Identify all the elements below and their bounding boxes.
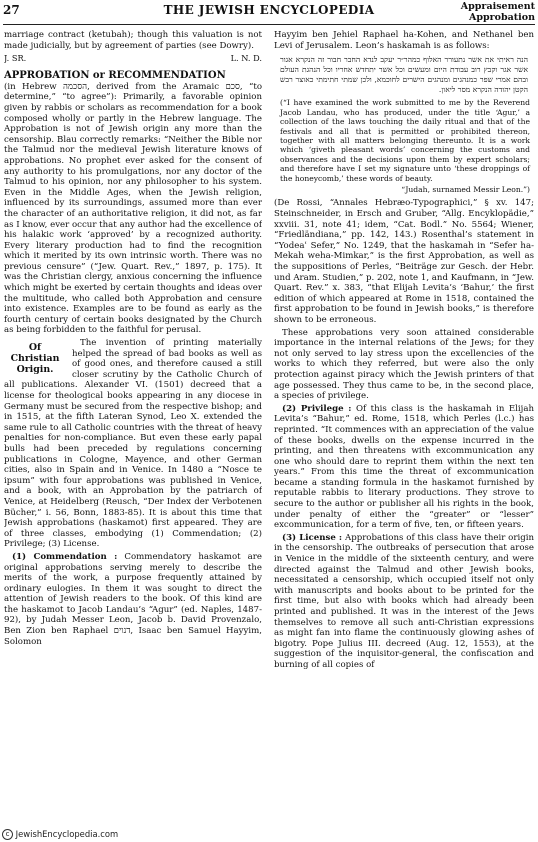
left-column (4, 30, 262, 830)
signature-left: J. SR. (4, 53, 27, 64)
footer (2, 829, 118, 840)
quote-signature: “Judah, surnamed Messir Leon.”) (401, 185, 530, 195)
previous-article-end: marriage contract (ketubah); though this valuation is not made judicially, but by agreement of parties (see Dowry). (4, 30, 262, 51)
privilege-text: Of this class is the haskamah in Elijah Levita’s “Bahur,” ed. Rome, 1518, which Perles (l.c.) has reprinted. “It commences with an appreciation of the value of these books, dwells on the expense incurred in the printing, and then threatens with excommunication any one who should dare to reprint them within the next ten years.” From this time the threat of excommunication became a standing formula in the haskamot furnished by reputable rabbis to literary productions. They strove to secure to the author or publisher all his rights in the book, under penalty of either the “greater” or “lesser” excommunication, for a term of five, ten, or fifteen years. (274, 403, 534, 531)
page-number: 27 (3, 3, 20, 17)
hebrew-haskamah: הנה ראיתי את אשר נתעורר האלוף כמהר״ר יעקב לנדא החבר חבור זה הנקרא אגור אשר אגר וקבץ רוב עבודת היום ומעשים וכל אשר יתחדש אחריו וכל הנהגת העולם ובהם אמרי שפר כמנהגים ומנהגים הישרים לחוכמא, ולכן שמתי חתימתי כאוצר רבש הקטן יהודה הנקרא מסר ליאון. (280, 55, 528, 94)
side-heading: Of Christian Origin. (10, 342, 60, 376)
license-label: (3) License : (282, 532, 343, 543)
article-title: APPROBATION or RECOMMENDATION (4, 69, 226, 81)
page-header (3, 2, 535, 25)
commendation-text: Commendatory haskamot are original approbations serving merely to describe the merits of the work, a purpose frequently attained by ordinary eulogies. In them it was sought to direct the attention of Jewish readers to the book. Of this kind are the haskamot to Jacob Landau’s “Agur” (ed. Naples, 1487-92), by Judah Messer Leon, Jacob b. David Provenzalo, Ben Zion ben Raphael דנוים, Isaac ben Samuel Hayyim, Solomon (4, 551, 262, 647)
commendation-label: (1) Commendation : (12, 551, 118, 562)
privilege-paragraph (274, 404, 534, 531)
references-paragraph: (De Rossi, “Annales Hebræo-Typographici,” § xv. 147; Steinschneider, in Ersch and Gruber, “Allg. Encyklopädie,” xxviii. 31, note 41; idem, “Cat. Bodl.” No. 5564; Wiener, “Friedländiana,” pp. 142, 143.) Rosenthal’s statement in “Yodeaʿ Sefer,” No. 1249, that the haskamah in “Sefer ha-Mekah weha-Mimkar,” is the first Approbation, as well as the suppositions of Perles, “Beiträge zur Gesch. der Hebr. und Aram. Studien,” p. 202, note 1, and Kaufmann, in “Jew. Quart. Rev.” x. 383, “that Elijah Levita’s ‘Bahur,’ the first edition of which appeared at Rome in 1518, contained the first approbation to be found in Jewish books,” is therefore shown to be erroneous. (274, 198, 534, 325)
catchwords (461, 2, 535, 23)
license-paragraph (274, 533, 534, 671)
privilege-label: (2) Privilege : (282, 403, 352, 414)
copyright-icon: c (2, 829, 13, 840)
article-paragraph-1: (in Hebrew הסכמה, derived from the Aramaic סכם, “to determine,” “to agree”): Primarily, a favorable opinion given by rabbis or scholars as recommendation for a book composed wholly or partly in the Hebrew language. The Approbation is not of Jewish origin any more than the censorship. Blau correctly remarks: “Neither the Bible nor the Talmud nor the medieval Jewish literature knows of approbations. No prophet ever asked for the consent of any authority to his promulgations, nor any doctor of the Talmud to his opinion, nor any philosopher to his system. Even in the Middle Ages, when the Jewish religion, influenced by its surroundings, assumed more than ever the character of an authoritative religion, it did not, as far as I know, ever occur that any author had the excellence of his halakic work ‘approved’ by a recognized authority. Every literary production had to find the recognition which it merited by its own intrinsic worth. There was no previous censure” (“Jew. Quart. Rev.,” 1897, p. 175). It was the Christian clergy, anxious concerning the influence which might be exerted by certain thoughts and ideas over the multitude, who called both Approbation and censure into existence. Examples are to be found as early as the fourth century of certain books designated by the Church as being forbidden to the faithful for perusal. (4, 81, 262, 336)
article-paragraph-3 (4, 552, 262, 647)
license-text: Approbations of this class have their origin in the censorship. The outbreaks of persecution that arose in Venice in the middle of the sixteenth century, and were directed against the Talmud and other Jewish books, necessitated a censorship, which occupied itself not only with manuscripts and books about to be printed for the first time, but also with books which had already been printed and published. It was in the interest of the Jews themselves to remove all such anti-Christian expressions as might fan into flame the continuously glowing ashes of bigotry. Pope Julius III. decreed (Aug. 12, 1553), at the suggestion of the inquisitor-general, the confiscation and burning of all copies of (274, 532, 534, 670)
translation-quote: (“I have examined the work submitted to me by the Reverend Jacob Landau, who has produced, under the title ‘Agur,’ a collection of the laws touching the daily ritual and that of the festivals and all that is permitted or prohibited thereon, together with all matters belonging thereunto. It is a work which ‘giveth pleasant words’ concerning the customs and observances and the decisions upon them by expert scholars; and therefore have I set my signature unto ‘these droppings of the honeycomb,’ these words of beauty. (280, 98, 530, 183)
right-column (274, 30, 534, 830)
author-signatures (4, 53, 262, 64)
catchword-last: Approbation (468, 11, 535, 23)
catchword-first: Appraisement (460, 1, 535, 12)
site-link[interactable]: JewishEncyclopedia.com (15, 829, 119, 839)
article-paragraph-2: The invention of printing materially helped the spread of bad books as well as of good ones, and therefore caused a still closer scrutiny by the Catholic Church of all publications. Alexander VI. (1501) decreed that a license for theological books appearing in any diocese in Germany must be secured from the respective bishop; and in 1515, at the fifth Lateran Synod, Leo X. extended the same rule to all Catholic countries with the threat of heavy penalties for non-compliance. But even these early papal bulls had been preceded by regulations concerning publications in Cologne, Mayence, and other German cities, also in Spain and in Venice. In 1480 a “Nosce te ipsum” with four approbations was published in Venice, and a book, with an Approbation by the patriarch of Venice, at Heidelberg (Reusch, “Der Index der Verbotenen Bücher,” i. 56, Bonn, 1883-85). It is about this time that Jewish approbations (haskamot) first appeared. They are of three classes, embodying (1) Commendation; (2) Privilege; (3) License. (4, 338, 262, 550)
running-title: THE JEWISH ENCYCLOPEDIA (163, 3, 375, 17)
importance-paragraph: These approbations very soon attained considerable importance in the internal relations of the Jews; for they not only served to lay stress upon the excellencies of the works to which they referred, but were also the only protection against piracy which the Jewish printers of that age possessed. They thus came to be, in the second place, a species of privilege. (274, 327, 534, 402)
signature-right: L. N. D. (230, 53, 262, 64)
continued-paragraph: Hayyim ben Jehiel Raphael ha-Kohen, and Nethanel ben Levi of Jerusalem. Leon’s haskamah is as follows: (274, 30, 534, 51)
